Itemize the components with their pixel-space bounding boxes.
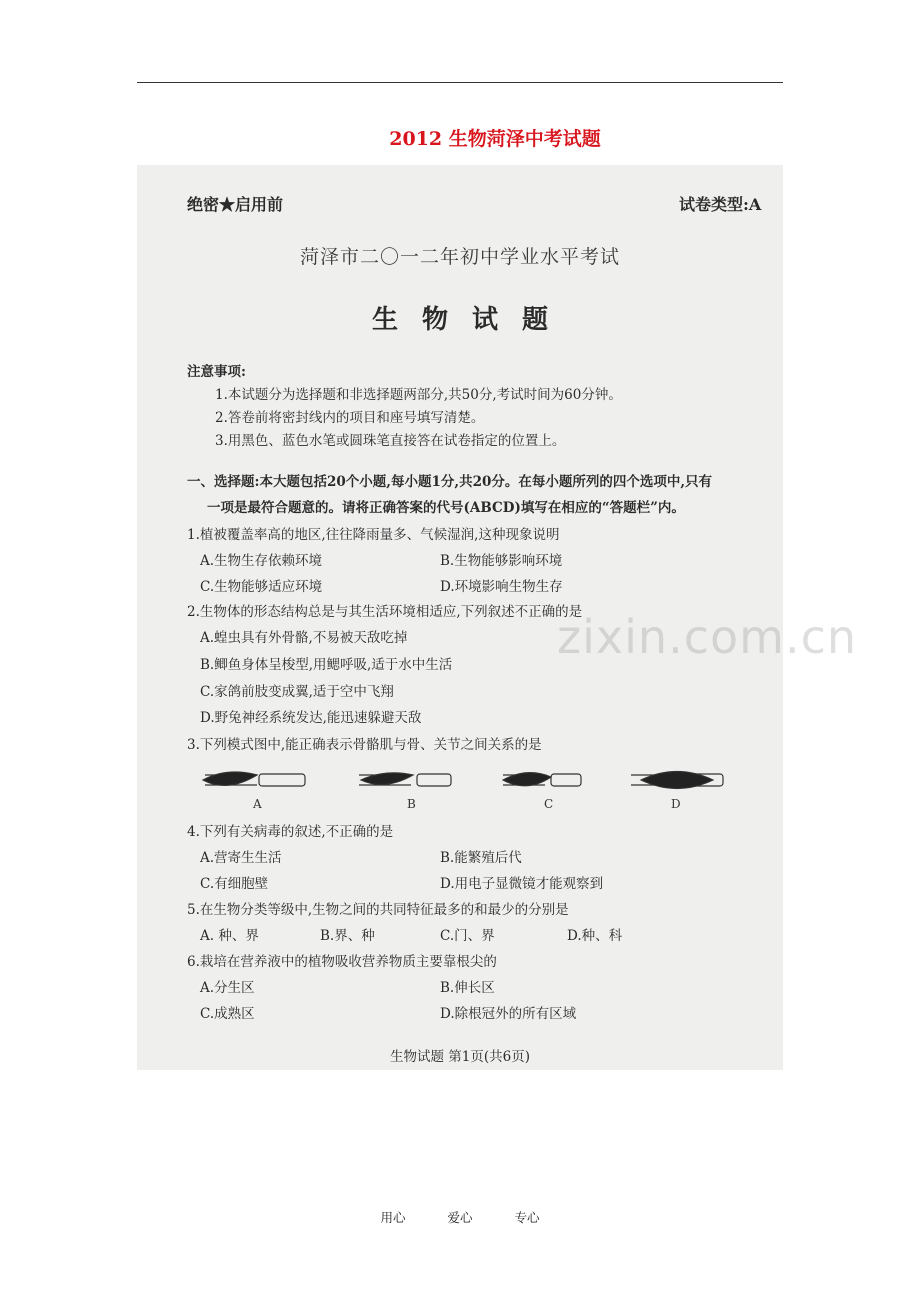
question-option: B.界、种: [320, 928, 375, 944]
figure-label: C: [544, 797, 554, 811]
question-stem: 2.生物体的形态结构总是与其生活环境相适应,下列叙述不正确的是: [187, 604, 583, 620]
subject-title: 生物试题: [371, 305, 572, 335]
scanned-exam-page: [137, 165, 858, 1070]
paper-type-label: 试卷类型:A: [679, 195, 762, 214]
question-option: A.营寄生生活: [200, 850, 282, 866]
motto-word: 用心: [380, 1210, 406, 1225]
scan-page-footer: 生物试题 第1页(共6页): [389, 1049, 530, 1065]
question-option: D.野兔神经系统发达,能迅速躲避天敌: [200, 710, 422, 726]
figure-label: D: [671, 797, 681, 811]
exam-name: 菏泽市二〇一二年初中学业水平考试: [299, 246, 620, 268]
question-option: A.分生区: [200, 980, 255, 996]
question-option: D.种、科: [567, 928, 623, 944]
question-option: C.成熟区: [200, 1006, 255, 1022]
question-option: B.生物能够影响环境: [440, 553, 563, 569]
question-option: C.门、界: [440, 928, 495, 944]
figure-b: [359, 773, 451, 786]
top-rule: [137, 82, 783, 83]
document-title: 2012 生物菏泽中考试题: [389, 128, 601, 150]
confidential-label: 绝密★启用前: [187, 195, 284, 214]
page-motto: [0, 1208, 920, 1226]
question-option: C.家鸽前肢变成翼,适于空中飞翔: [200, 684, 394, 700]
motto-word: 爱心: [447, 1210, 473, 1225]
question-option: D.环境影响生物生存: [440, 579, 563, 595]
question-option: D.除根冠外的所有区域: [440, 1006, 577, 1022]
question-option: A.蝗虫具有外骨骼,不易被天敌吃掉: [200, 630, 408, 646]
question-option: B.能繁殖后代: [440, 850, 522, 866]
figure-a: [203, 772, 305, 786]
question-option: A. 种、界: [200, 928, 259, 944]
figure-d: [631, 772, 723, 789]
section-instructions-line1: 一、选择题:本大题包括20个小题,每小题1分,共20分。在每小题所列的四个选项中,只有: [187, 474, 713, 490]
muscle-bone-figure-row: [197, 763, 777, 797]
notice-item: 1.本试题分为选择题和非选择题两部分,共50分,考试时间为60分钟。: [215, 387, 622, 403]
figure-label: A: [253, 797, 262, 811]
question-stem: 3.下列模式图中,能正确表示骨骼肌与骨、关节之间关系的是: [187, 737, 542, 753]
question-stem: 4.下列有关病毒的叙述,不正确的是: [187, 824, 394, 840]
question-option: B.伸长区: [440, 980, 495, 996]
question-option: C.有细胞壁: [200, 876, 269, 892]
watermark: zixin.com.cn: [557, 610, 858, 664]
section-instructions-line2: 一项是最符合题意的。请将正确答案的代号(ABCD)填写在相应的“答题栏”内。: [207, 500, 685, 516]
question-option: B.鲫鱼身体呈梭型,用鳃呼吸,适于水中生活: [200, 657, 453, 673]
muscle-bone-diagrams: [197, 763, 777, 813]
question-option: D.用电子显微镜才能观察到: [440, 876, 604, 892]
motto-word: 专心: [514, 1210, 540, 1225]
figure-label: B: [407, 797, 416, 811]
notice-title: 注意事项:: [187, 364, 246, 380]
question-option: A.生物生存依赖环境: [200, 553, 323, 569]
notice-item: 3.用黑色、蓝色水笔或圆珠笔直接答在试卷指定的位置上。: [215, 433, 566, 449]
figure-c: [503, 773, 581, 786]
question-option: C.生物能够适应环境: [200, 579, 323, 595]
question-stem: 1.植被覆盖率高的地区,往往降雨量多、气候湿润,这种现象说明: [187, 527, 560, 543]
notice-item: 2.答卷前将密封线内的项目和座号填写清楚。: [215, 410, 485, 426]
question-stem: 6.栽培在营养液中的植物吸收营养物质主要靠根尖的: [187, 954, 497, 970]
question-stem: 5.在生物分类等级中,生物之间的共同特征最多的和最少的分别是: [187, 902, 569, 918]
